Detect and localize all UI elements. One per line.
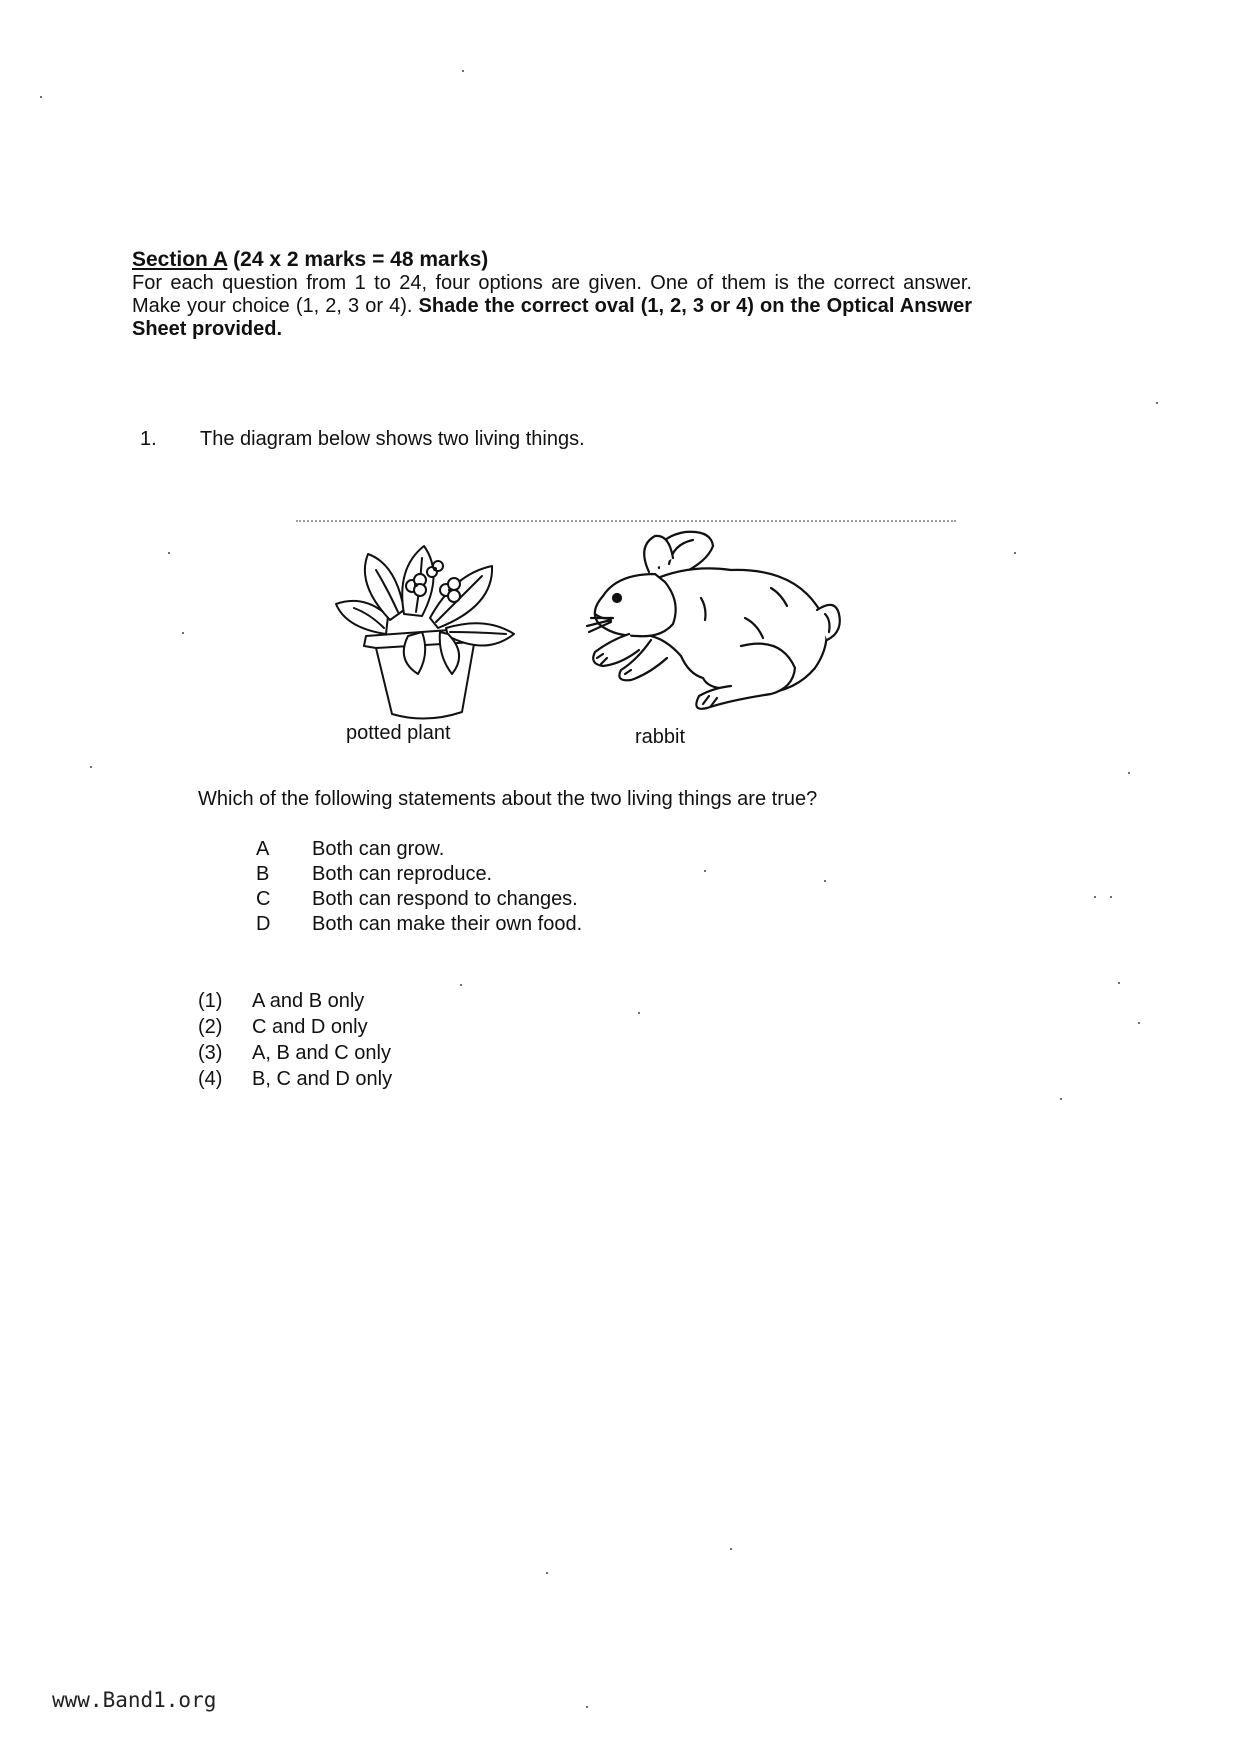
statement-item: [256, 838, 582, 863]
answer-options: [198, 990, 392, 1094]
scan-speck: [1110, 896, 1112, 898]
footer-website: www.Band1.org: [52, 1688, 217, 1712]
scan-speck: [182, 632, 184, 634]
section-heading: [132, 248, 488, 272]
statement-list: [256, 838, 582, 938]
potted-plant-illustration: [326, 524, 526, 734]
answer-option: [198, 1016, 392, 1042]
option-number: (2): [198, 1016, 223, 1038]
section-instructions: [132, 272, 972, 341]
answer-option: [198, 990, 392, 1016]
section-marks: (24 x 2 marks = 48 marks): [233, 248, 489, 271]
statement-text: Both can grow.: [312, 838, 445, 860]
option-text: C and D only: [252, 1016, 368, 1038]
scan-speck: [586, 1706, 588, 1708]
scan-speck: [1156, 402, 1158, 404]
instruction-bold-text: Shade the correct oval (1, 2, 3 or 4) on the Optical Answer Sheet provided.: [132, 295, 973, 340]
instruction-text: For each question from 1 to 24, four options are given. One of them is the correct answer. Make your choice (1, 2, 3 or 4).: [132, 272, 972, 317]
scan-speck: [704, 870, 706, 872]
scan-speck: [1014, 552, 1016, 554]
statement-item: [256, 888, 582, 913]
option-number: (1): [198, 990, 223, 1012]
scan-speck: [1128, 772, 1130, 774]
question-number: 1.: [140, 428, 157, 450]
option-text: A and B only: [252, 990, 365, 1012]
scan-speck: [730, 1548, 732, 1550]
option-text: B, C and D only: [252, 1068, 393, 1090]
statement-text: Both can make their own food.: [312, 913, 583, 935]
answer-option: [198, 1042, 392, 1068]
statement-letter: B: [256, 863, 270, 885]
statement-letter: D: [256, 913, 271, 935]
rabbit-caption: rabbit: [635, 726, 686, 748]
option-number: (3): [198, 1042, 223, 1064]
scan-speck: [1094, 896, 1096, 898]
potted-plant-caption: potted plant: [346, 722, 451, 744]
scan-speck: [462, 70, 464, 72]
scan-speck: [1118, 982, 1120, 984]
option-number: (4): [198, 1068, 223, 1090]
statement-item: [256, 913, 582, 938]
statement-letter: C: [256, 888, 271, 910]
scan-speck: [1138, 1022, 1140, 1024]
statement-text: Both can respond to changes.: [312, 888, 578, 910]
scan-speck: [40, 96, 42, 98]
statement-item: [256, 863, 582, 888]
scan-speck: [168, 552, 170, 554]
scan-speck: [460, 984, 462, 986]
scan-speck: [638, 1012, 640, 1014]
question-prompt: Which of the following statements about the two living things are true?: [198, 788, 818, 810]
scan-speck: [546, 1572, 548, 1574]
question-stem: The diagram below shows two living things.: [200, 428, 585, 450]
statement-text: Both can reproduce.: [312, 863, 493, 885]
scan-speck: [1060, 1098, 1062, 1100]
statement-letter: A: [256, 838, 270, 860]
answer-option: [198, 1068, 392, 1094]
scan-speck: [824, 880, 826, 882]
living-things-figure: [296, 520, 956, 760]
section-title: Section A: [132, 248, 228, 271]
rabbit-illustration: [581, 528, 851, 723]
scan-speck: [90, 766, 92, 768]
option-text: A, B and C only: [252, 1042, 391, 1064]
